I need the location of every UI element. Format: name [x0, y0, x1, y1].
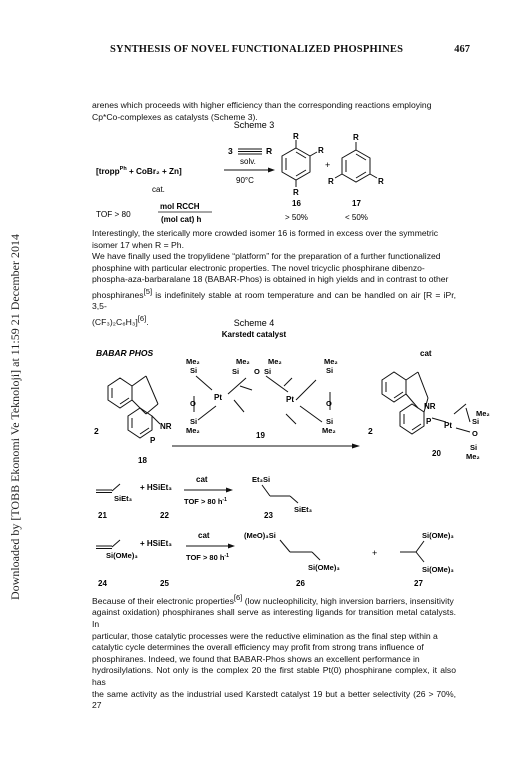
- product-label: Si(OMe)₃: [422, 531, 454, 540]
- paragraph-2: [92, 228, 456, 328]
- si-label: Si: [232, 367, 240, 376]
- alkyne-structure: [238, 149, 262, 154]
- text-line: (CF₃)₂C₆H₃][6].: [92, 314, 149, 327]
- page-number: 467: [454, 44, 470, 55]
- tof-label: TOF > 80 $h^{-1}$: [186, 553, 229, 562]
- scheme-3-temperature: 90°C: [236, 176, 254, 185]
- vinyltrimethoxysilane-structure: [96, 540, 120, 549]
- o-label: O: [472, 429, 478, 438]
- product-label: Si(OMe)₃: [422, 565, 454, 574]
- p-label: P: [426, 417, 432, 426]
- nr-label: NR: [160, 422, 172, 431]
- r-group: R: [328, 177, 334, 186]
- nr-label: NR: [424, 402, 436, 411]
- scheme-4-title: Scheme 4: [233, 318, 275, 328]
- compound-number-25: 25: [160, 579, 169, 588]
- r-group: R: [293, 132, 299, 141]
- scheme-3-coefficient: 3: [228, 146, 233, 156]
- o-label: O: [190, 399, 196, 408]
- text-line: We have finally used the tropylidene “platform” for the preparation of a further functionalized: [92, 251, 441, 262]
- product-17-structure: [335, 142, 377, 182]
- product-label: (MeO)₃Si: [244, 531, 276, 540]
- r-group: R: [318, 146, 324, 155]
- scheme-4-cat: cat: [420, 349, 432, 358]
- me2-label: Me₂: [186, 357, 200, 366]
- text-line: isomer 17 when R = Ph.: [92, 239, 184, 250]
- me2-label: Me₂: [236, 357, 250, 366]
- header-title: SYNTHESIS OF NOVEL FUNCTIONALIZED PHOSPHINES: [110, 44, 404, 55]
- arrow-head: [352, 444, 360, 449]
- scheme-3-title: Scheme 3: [233, 120, 275, 130]
- text-line: phospha-aza-barbaralane 18 (BABAR-Phos) is obtained in high yields and in contrast to other: [92, 274, 449, 285]
- plus-sign: +: [325, 160, 331, 170]
- o-label: O: [326, 399, 332, 408]
- yield-17: < 50%: [345, 213, 368, 222]
- r-group: R: [353, 133, 359, 142]
- compound-number-20: 20: [432, 449, 441, 458]
- substrate-label: Si(OMe)₃: [106, 551, 138, 560]
- product-27-structure: [400, 541, 424, 562]
- me2-label: Me₂: [324, 357, 338, 366]
- tof-label: TOF > 80: [96, 210, 131, 219]
- me2-label: Me₂: [186, 426, 200, 435]
- pt-label: Pt: [214, 393, 222, 402]
- yield-16: > 50%: [285, 213, 308, 222]
- catalyst-label: cat: [196, 476, 208, 484]
- me2-label: Me₂: [322, 426, 336, 435]
- arrow-head: [226, 488, 233, 493]
- download-stamp-text: Downloaded by [TOBB Ekonomi Ve Teknoloji] at 11:59 21 December 2014: [8, 234, 22, 600]
- scheme-3-reagents: [tropp$^{Ph}$ + CoBr₂ + Zn]: [96, 166, 182, 176]
- p-label: P: [150, 436, 156, 445]
- text-line: phosphiranes. Indeed, we found that BABAR-Phos shows an excellent performance in: [92, 653, 420, 664]
- me2-label: Me₂: [466, 452, 480, 461]
- text-line: phosphiranes[5] is indefinitely stable at room temperature and can be handled on air [R = iPr, 3,5-: [92, 286, 456, 312]
- product-label: SiEt₃: [294, 505, 313, 514]
- vinylsilane-structure: [96, 484, 120, 493]
- tof-label: TOF > 80 $h^{-1}$: [184, 497, 227, 506]
- pt-label: Pt: [444, 421, 452, 430]
- coefficient: 2: [94, 426, 99, 436]
- compound-number-22: 22: [160, 511, 169, 520]
- scheme-3-cat: cat.: [152, 185, 165, 194]
- scheme-4-subtitle: Karstedt catalyst: [221, 330, 287, 339]
- arrow-head: [228, 544, 235, 549]
- scheme-4: [0, 316, 508, 476]
- scheme-3-solvent: solv.: [240, 157, 256, 166]
- product-label: Si(OMe)₃: [308, 563, 340, 572]
- product-23-structure: [262, 485, 298, 503]
- r-group: R: [293, 188, 299, 197]
- text-line: the same activity as the industrial used Karstedt catalyst 19 but a better selectivity (26 > 70%, 27: [92, 688, 456, 711]
- compound-number-21: 21: [98, 511, 107, 520]
- compound-number-18: 18: [138, 456, 147, 465]
- si-label: Si: [326, 417, 334, 426]
- alkyne-r: R: [266, 146, 273, 156]
- text-line: against oxidation) phosphiranes shall serve as interesting ligands for transition metal catalysts. In: [92, 607, 456, 630]
- si-label: Si: [470, 443, 478, 452]
- text-line: Cp*Co-complexes as catalysts (Scheme 3).: [92, 111, 258, 122]
- tof-denominator: (mol cat) h: [161, 215, 202, 224]
- paragraph-3: [92, 592, 456, 712]
- babar-phos-structure: [108, 376, 160, 438]
- reagent: + HSiEt₃: [140, 483, 172, 492]
- hydrosilylation-reaction-1: [0, 476, 508, 522]
- text-line: arenes which proceeds with higher efficiency than the corresponding reactions employing: [92, 100, 432, 110]
- compound-number-19: 19: [256, 431, 265, 440]
- running-header: [90, 44, 470, 60]
- hydrosilylation-reaction-2: [0, 528, 508, 590]
- si-label: Si: [472, 417, 480, 426]
- si-label: Si: [190, 417, 198, 426]
- compound-number-27: 27: [414, 579, 423, 588]
- r-group: R: [378, 177, 384, 186]
- me2-label: Me₂: [268, 357, 282, 366]
- compound-number-26: 26: [296, 579, 305, 588]
- coefficient: 2: [368, 426, 373, 436]
- compound-number-23: 23: [264, 511, 273, 520]
- product-16-structure: [282, 140, 317, 187]
- si-label: Si: [264, 367, 272, 376]
- compound-number-24: 24: [98, 579, 107, 588]
- si-label: Si: [190, 366, 198, 375]
- o-label: O: [254, 367, 260, 376]
- text-line: hydrosilylations. Not only is the complex 20 the first stable Pt(0) phosphirane complex, it also has: [92, 665, 456, 688]
- product-26-structure: [280, 540, 320, 560]
- reagent: + HSiEt₃: [140, 539, 172, 548]
- text-line: phosphine with particular electronic properties. The novel tricyclic phosphirane dibenzo-: [92, 262, 425, 273]
- compound-number-16: 16: [292, 199, 301, 208]
- substrate-label: SiEt₃: [114, 494, 133, 503]
- text-line: catalytic cycle determines the overall efficiency may profit from strong trans influence of: [92, 642, 424, 653]
- text-line: Interestingly, the sterically more crowded isomer 16 is formed in excess over the symmetric: [92, 228, 439, 238]
- pt-label: Pt: [286, 395, 294, 404]
- compound-number-17: 17: [352, 199, 361, 208]
- text-line: Because of their electronic properties[6] (low nucleophilicity, high inversion barriers, insensitivity: [92, 593, 454, 606]
- babar-phos-label: BABAR PHOS: [96, 348, 154, 358]
- scheme-3: [0, 118, 508, 226]
- product-label: Et₃Si: [252, 476, 271, 484]
- tof-numerator: mol RCCH: [160, 202, 200, 211]
- me2-label: Me₂: [476, 409, 490, 418]
- catalyst-label: cat: [198, 531, 210, 540]
- si-label: Si: [326, 366, 334, 375]
- arrow-head: [268, 168, 275, 173]
- text-line: particular, those catalytic processes were the reductive elimination as the final step within a: [92, 630, 438, 641]
- plus-sign: +: [372, 548, 378, 558]
